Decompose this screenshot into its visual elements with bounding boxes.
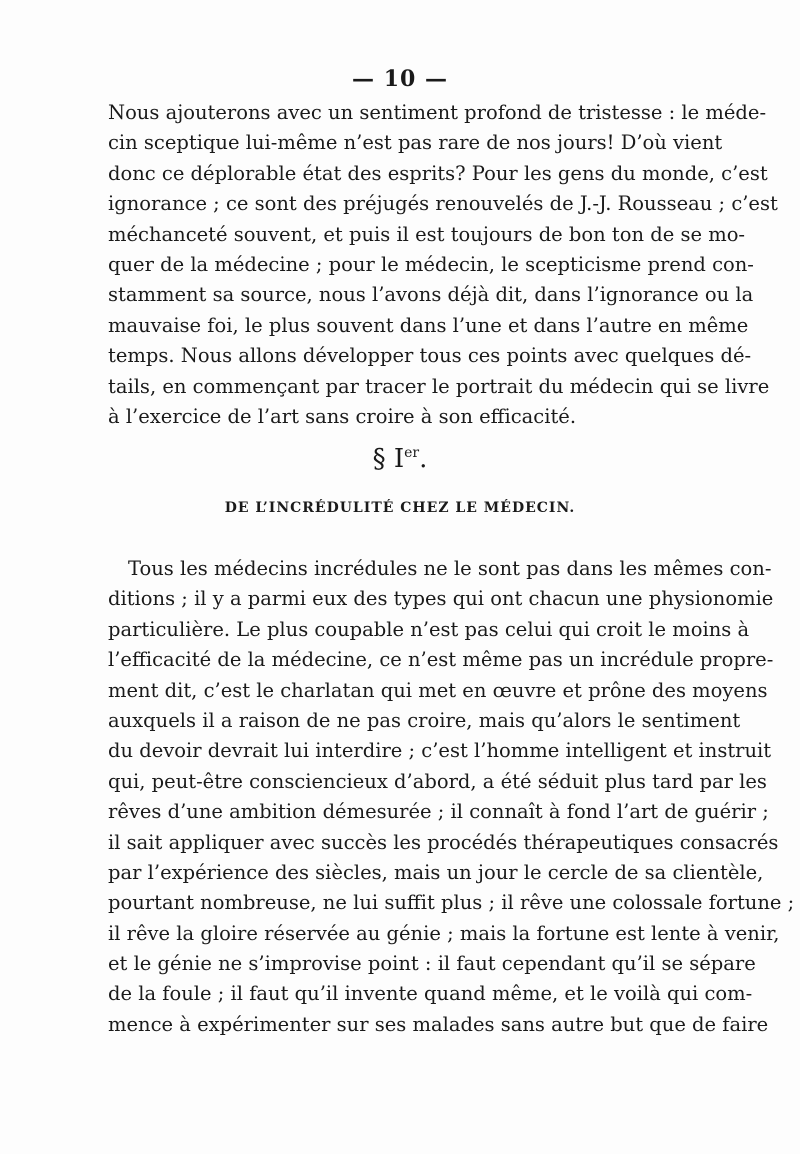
text-line: il rêve la gloire réservée au génie ; mais la fortune est lente à venir, [108,921,780,945]
text-line: et le génie ne s’improvise point : il faut cependant qu’il se sépare [108,952,756,976]
section-ordinal-suffix: er [404,445,420,461]
text-line: de la foule ; il faut qu’il invente quand même, et le voilà qui com- [108,982,753,1006]
text-line: ditions ; il y a parmi eux des types qui ont chacun une physionomie [108,587,774,611]
text-line: ignorance ; ce sont des préjugés renouvelés de J.-J. Rousseau ; c’est [108,192,778,216]
text-line: à l’exercice de l’art sans croire à son efficacité. [108,404,577,428]
section-period: . [419,444,428,474]
text-line: mence à expérimenter sur ses malades sans autre but que de faire [108,1012,769,1036]
paragraph-incredulity [108,554,795,1040]
section-symbol: § I [372,444,405,474]
text-line: du devoir devrait lui interdire ; c’est l’homme intelligent et instruit [108,739,772,763]
text-line: quer de la médecine ; pour le médecin, le scepticisme prend con- [108,252,754,276]
text-line: mauvaise foi, le plus souvent dans l’une et dans l’autre en même [108,313,749,337]
text-line: auxquels il a raison de ne pas croire, mais qu’alors le sentiment [108,708,741,732]
text-line: donc ce déplorable état des esprits? Pour les gens du monde, c’est [108,161,768,185]
text-line: rêves d’une ambition démesurée ; il connaît à fond l’art de guérir ; [108,800,769,824]
paragraph-intro [108,98,778,432]
text-line: pourtant nombreuse, ne lui suffit plus ; il rêve une colossale fortune ; [108,891,795,915]
text-line: méchanceté souvent, et puis il est toujours de bon ton de se mo- [108,222,746,246]
text-line: l’efficacité de la médecine, ce n’est même pas un incrédule propre- [108,648,774,672]
page-number: — 10 — [352,66,448,92]
text-line: par l’expérience des siècles, mais un jour le cercle de sa clientèle, [108,860,764,884]
text-line: qui, peut-être consciencieux d’abord, a été séduit plus tard par les [108,769,767,793]
text-line: temps. Nous allons développer tous ces points avec quelques dé- [108,344,752,368]
text-line: Tous les médecins incrédules ne le sont pas dans les mêmes con- [128,557,772,580]
text-line: stamment sa source, nous l’avons déjà dit, dans l’ignorance ou la [108,283,754,307]
text-line: il sait appliquer avec succès les procédés thérapeutiques consacrés [108,830,779,854]
text-line: tails, en commençant par tracer le portrait du médecin qui se livre [108,374,770,398]
text-line: Nous ajouterons avec un sentiment profond de tristesse : le méde- [108,101,767,124]
text-line: ment dit, c’est le charlatan qui met en œuvre et prône des moyens [108,678,768,702]
section-heading-mark [0,444,800,474]
text-line: particulière. Le plus coupable n’est pas celui qui croit le moins à [108,617,750,641]
text-line: cin sceptique lui-même n’est pas rare de nos jours! D’où vient [108,131,723,155]
section-title: DE L’INCRÉDULITÉ CHEZ LE MÉDECIN. [224,500,576,516]
